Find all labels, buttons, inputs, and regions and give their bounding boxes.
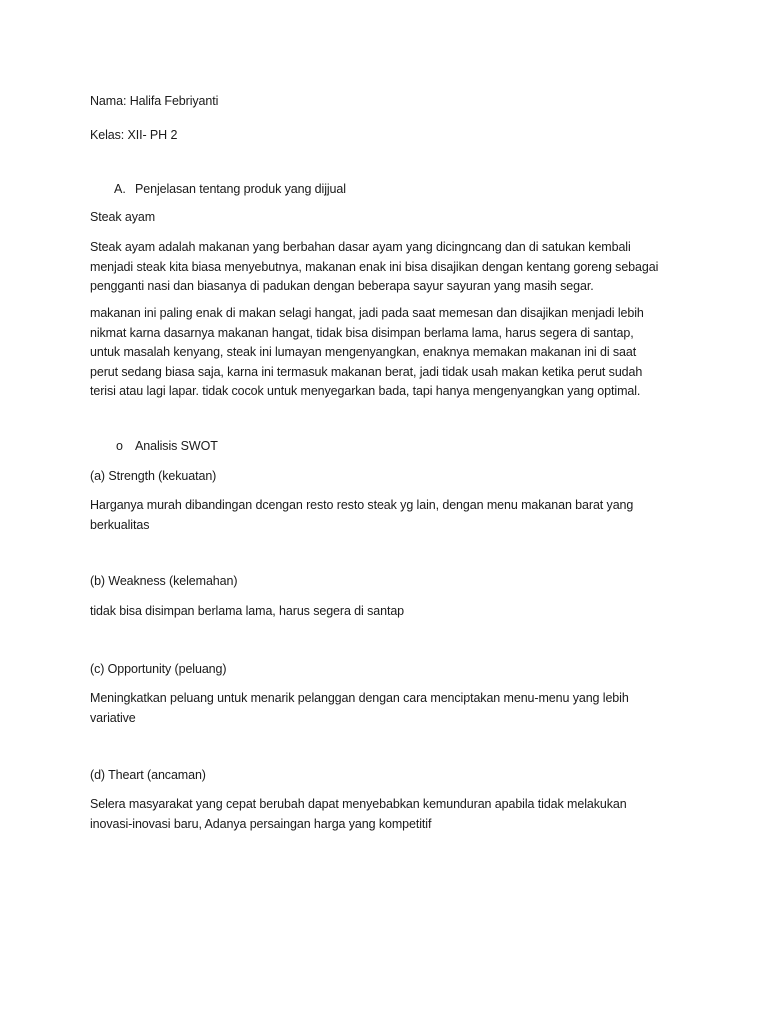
paragraph-line: Steak ayam adalah makanan yang berbahan dasar ayam yang dicingncang dan di satukan kembali	[90, 240, 631, 254]
opportunity-text	[90, 689, 680, 728]
product-paragraph-2	[90, 304, 680, 402]
paragraph-line: menjadi steak kita biasa menyebutnya, makanan enak ini bisa disajikan dengan kentang goreng sebagai	[90, 259, 659, 274]
opportunity-label: (c) Opportunity (peluang)	[90, 662, 227, 676]
strength-label: (a) Strength (kekuatan)	[90, 469, 217, 483]
student-class: Kelas: XII- PH 2	[90, 128, 178, 142]
strength-text	[90, 496, 680, 535]
paragraph-line: pengganti nasi dan biasanya di padukan dengan beberapa sayur sayuran yang masih segar.	[90, 279, 594, 293]
paragraph-line: terisi atau lagi lapar. tidak cocok untuk menyegarkan bada, tapi hanya mengenyangkan yang optimal.	[90, 384, 641, 398]
paragraph-line: Meningkatkan peluang untuk menarik pelanggan dengan cara menciptakan menu-menu yang lebih	[90, 691, 629, 705]
paragraph-line: variative	[90, 710, 136, 725]
product-paragraph-1	[90, 238, 680, 297]
section-a-heading: Penjelasan tentang produk yang dijjual	[135, 182, 346, 196]
threat-text	[90, 795, 680, 834]
paragraph-line: inovasi-inovasi baru, Adanya persaingan harga yang kompetitif	[90, 816, 432, 831]
threat-label: (d) Theart (ancaman)	[90, 768, 206, 782]
paragraph-line: untuk masalah kenyang, steak ini lumayan mengenyangkan, enaknya memakan makanan ini di saat	[90, 345, 637, 359]
product-title: Steak ayam	[90, 210, 156, 224]
paragraph-line: Harganya murah dibandingan dcengan resto resto steak yg lain, dengan menu makanan barat yang	[90, 498, 634, 512]
paragraph-line: makanan ini paling enak di makan selagi hangat, jadi pada saat memesan dan disajikan menjadi lebih	[90, 306, 644, 320]
paragraph-line: Selera masyarakat yang cepat berubah dapat menyebabkan kemunduran apabila tidak melakukan	[90, 797, 627, 811]
paragraph-line: tidak bisa disimpan berlama lama, harus segera di santap	[90, 604, 405, 618]
paragraph-line: berkualitas	[90, 517, 150, 532]
student-name: Nama: Halifa Febriyanti	[90, 94, 219, 108]
paragraph-line: perut sedang biasa saja, karna ini termasuk makanan berat, jadi tidak usah makan ketika perut sudah	[90, 364, 643, 379]
swot-bullet-icon: o	[116, 439, 123, 453]
paragraph-line: nikmat karna dasarnya makanan hangat, tidak bisa disimpan berlama lama, harus segera di santap,	[90, 325, 634, 340]
weakness-label: (b) Weakness (kelemahan)	[90, 574, 238, 588]
section-a-marker: A.	[114, 182, 126, 196]
swot-heading: Analisis SWOT	[135, 439, 218, 453]
weakness-text	[90, 602, 680, 622]
